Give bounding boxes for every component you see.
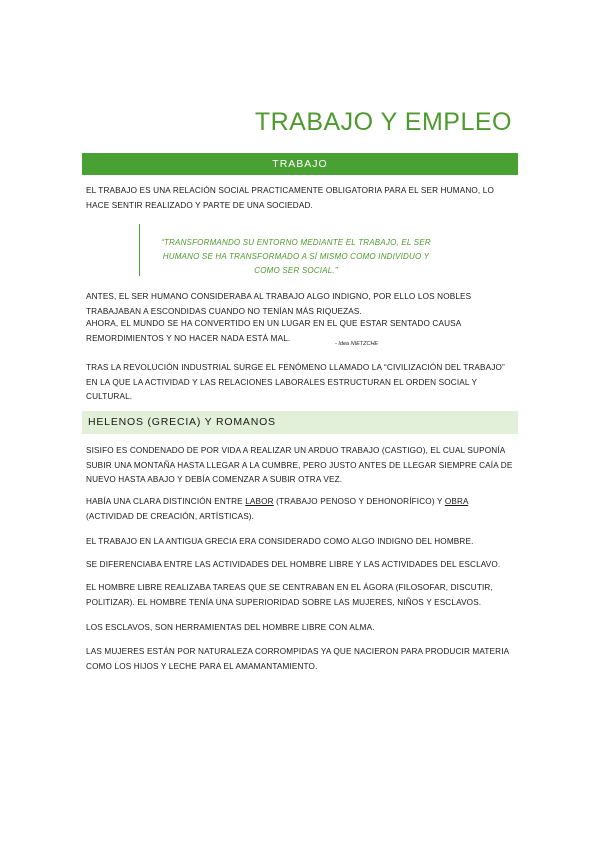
paragraph-ahora: AHORA, EL MUNDO SE HA CONVERTIDO EN UN LUGAR EN EL QUE ESTAR SENTADO CAUSA REMORDIMIENTOS Y NO HACER NADA ESTÁ MAL. bbox=[86, 319, 461, 343]
distincion-text-2: (TRABAJO PENOSO Y DEHONORÍFICO) Y bbox=[273, 497, 445, 506]
term-obra: OBRA bbox=[444, 497, 469, 506]
paragraph-sisifo: SISIFO ES CONDENADO DE POR VIDA A REALIZAR UN ARDUO TRABAJO (CASTIGO), EL CUAL SUPONÍA SUBIR UNA MONTAÑA HASTA LLEGAR A LA CUMBRE, PERO JUSTO ANTES DE LLEGAR SIEMPRE CAÍA DE NUEVO HASTA ABAJO Y DEBÍA COMENZAR A SUBIR OTRA VEZ. bbox=[86, 446, 513, 484]
paragraph-intro: EL TRABAJO ES UNA RELACIÓN SOCIAL PRACTICAMENTE OBLIGATORIA PARA EL SER HUMANO, LO HACE SENTIR REALIZADO Y PARTE DE UNA SOCIEDAD. bbox=[86, 186, 494, 210]
paragraph-distincion bbox=[86, 495, 516, 524]
section-heading-helenos: HELENOS (GRECIA) Y ROMANOS bbox=[82, 411, 518, 434]
distincion-text-1: HABÍA UNA CLARA DISTINCIÓN ENTRE bbox=[86, 497, 246, 506]
distincion-text-3: (ACTIVIDAD DE CREACIÓN, ARTÍSTICAS). bbox=[86, 511, 255, 521]
quote-text: “TRANSFORMANDO SU ENTORNO MEDIANTE EL TRABAJO, EL SER HUMANO SE HA TRANSFORMADO A SÍ MISMO COMO INDIVIDUO Y COMO SER SOCIAL.” bbox=[161, 238, 431, 275]
term-labor: LABOR bbox=[245, 497, 274, 506]
paragraph-antes: ANTES, EL SER HUMANO CONSIDERABA AL TRABAJO ALGO INDIGNO, POR ELLO LOS NOBLES TRABAJABAN A ESCONDIDAS CUANDO NO TENÍAN MÁS RIQUEZAS. bbox=[86, 292, 472, 316]
paragraph-mujeres: LAS MUJERES ESTÁN POR NATURALEZA CORROMPIDAS YA QUE NACIERON PARA PRODUCIR MATERIA COMO LOS HIJOS Y LECHE PARA EL AMAMANTAMIENTO. bbox=[86, 647, 509, 671]
quote-author: - Idea NIETZCHE bbox=[335, 341, 379, 347]
paragraph-hombre-libre: EL HOMBRE LIBRE REALIZABA TAREAS QUE SE CENTRABAN EN EL ÁGORA (FILOSOFAR, DISCUTIR, POLITIZAR). EL HOMBRE TENÍA UNA SUPERIORIDAD SOBRE LAS MUJERES, NIÑOS Y ESCLAVOS. bbox=[86, 583, 493, 607]
paragraph-esclavos: LOS ESCLAVOS, SON HERRAMIENTAS DEL HOMBRE LIBRE CON ALMA. bbox=[86, 623, 375, 632]
page-title: TRABAJO Y EMPLEO bbox=[254, 108, 512, 136]
section-heading-trabajo: TRABAJO bbox=[82, 153, 518, 175]
paragraph-grecia: EL TRABAJO EN LA ANTIGUA GRECIA ERA CONSIDERADO COMO ALGO INDIGNO DEL HOMBRE. bbox=[86, 537, 474, 546]
paragraph-diferencia: SE DIFERENCIABA ENTRE LAS ACTIVIDADES DEL HOMBRE LIBRE Y LAS ACTIVIDADES DEL ESCLAVO. bbox=[86, 560, 501, 569]
paragraph-revolucion: TRAS LA REVOLUCIÓN INDUSTRIAL SURGE EL FENÓMENO LLAMADO LA “CIVILIZACIÓN DEL TRABAJO” EN LA QUE LA ACTIVIDAD Y LAS RELACIONES LABORALES ESTRUCTURAN EL ORDEN SOCIAL Y CULTURAL. bbox=[86, 363, 505, 401]
